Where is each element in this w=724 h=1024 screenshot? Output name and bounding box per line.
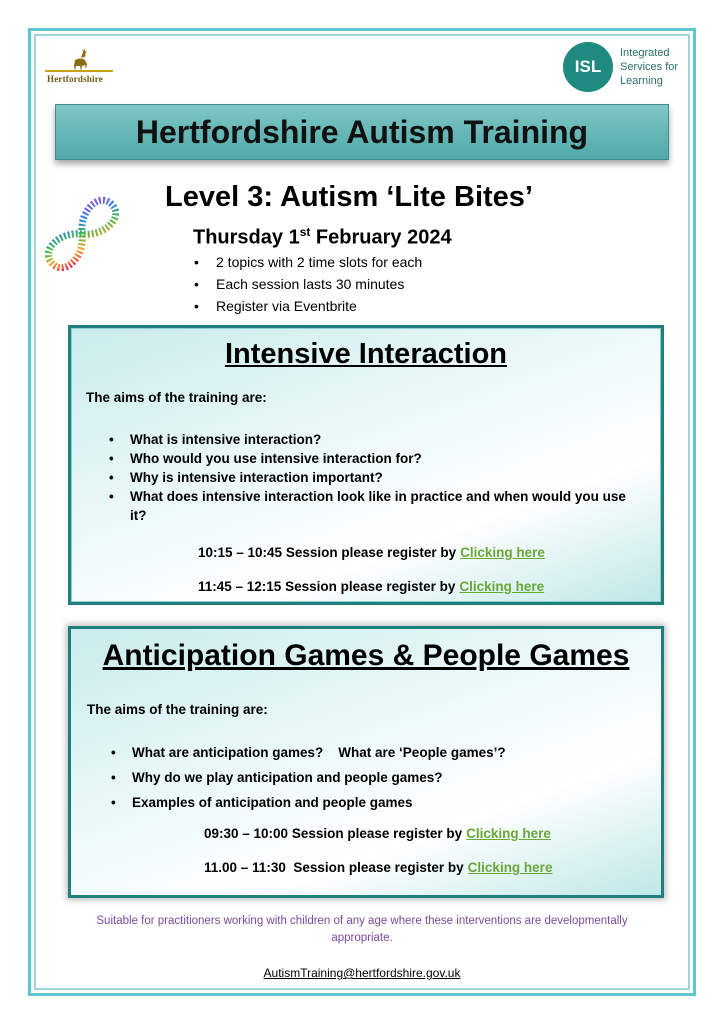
date-prefix: Thursday 1 [193,226,300,249]
session-text: 11.00 – 11:30 Session please register by [204,860,464,875]
contact-email-link[interactable]: AutismTraining@hertfordshire.gov.uk [263,966,461,980]
list-item: • Each session lasts 30 minutes [192,273,422,295]
list-item: • Why do we play anticipation and people games? [111,765,641,790]
section-title: Anticipation Games & People Games [102,639,630,672]
isl-logo [563,42,693,94]
session-row [204,826,551,841]
title-banner [55,104,669,160]
date-suffix: February 2024 [310,226,452,249]
register-link[interactable]: Clicking here [466,826,551,841]
register-link[interactable]: Clicking here [467,860,553,875]
intro-list [192,251,422,317]
isl-mark: ISL [563,42,613,92]
intensive-interaction-panel [68,325,664,605]
rainbow-infinity-icon [34,186,130,282]
aims-label: The aims of the training are: [87,702,268,717]
hertfordshire-logo [45,48,115,88]
banner-title: Hertfordshire Autism Training [135,113,589,150]
audience-note: Suitable for practitioners working with children of any age where these interventions are developmentally appropriate. [96,915,628,944]
register-link[interactable]: Clicking here [460,545,545,560]
session-text: 11:45 – 12:15 Session please register by [198,579,456,594]
date-superscript: st [299,225,311,239]
aims-list [109,430,639,525]
session-row [198,545,545,560]
aims-label: The aims of the training are: [86,390,267,405]
anticipation-games-panel [68,626,664,898]
register-link[interactable]: Clicking here [459,579,545,594]
level-heading: Level 3: Autism ‘Lite Bites’ [165,181,533,213]
list-item: • Examples of anticipation and people games [111,790,641,815]
isl-line-3: Learning [620,75,663,87]
list-item: • 2 topics with 2 time slots for each [192,251,422,273]
aims-list [111,740,641,815]
list-item: • What are anticipation games? What are ‘People games’? [111,740,641,765]
session-row [204,860,552,875]
event-date [193,225,452,250]
isl-text [620,46,678,88]
list-item: • Who would you use intensive interaction for? [109,449,639,468]
list-item: • What is intensive interaction? [109,430,639,449]
session-text: 09:30 – 10:00 Session please register by [204,826,463,841]
county-name: Hertfordshire [47,74,103,84]
logo-underline [45,70,113,72]
session-text: 10:15 – 10:45 Session please register by [198,545,457,560]
list-item: • What does intensive interaction look like in practice and when would you use it? [109,487,639,525]
isl-line-1: Integrated [620,47,670,59]
session-row [198,579,544,594]
section-title: Intensive Interaction [224,338,507,370]
isl-line-2: Services for [620,61,679,73]
list-item: • Register via Eventbrite [192,295,422,317]
list-item: • Why is intensive interaction important? [109,468,639,487]
